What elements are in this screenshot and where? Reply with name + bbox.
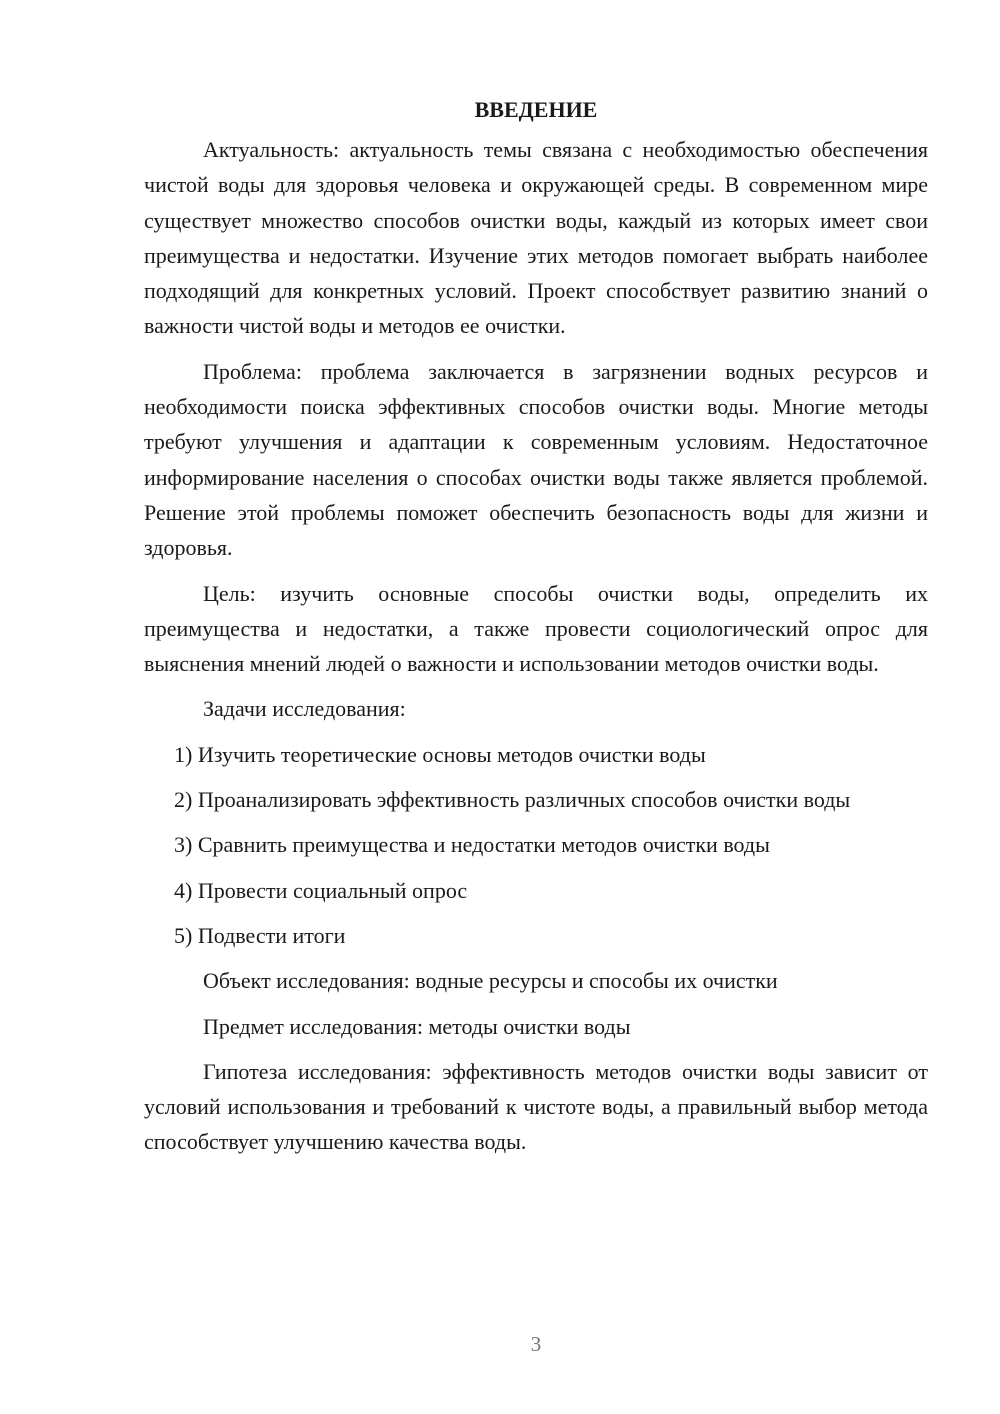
task-item-2: 2) Проанализировать эффективность различных способов очистки воды xyxy=(174,787,851,813)
task-item-3: 3) Сравнить преимущества и недостатки методов очистки воды xyxy=(174,832,770,858)
task-item-4: 4) Провести социальный опрос xyxy=(174,877,468,903)
problem-paragraph: Проблема: проблема заключается в загрязнении водных ресурсов и необходимости поиска эффективных способов очистки воды. Многие методы требуют улучшения и адаптации к современным условиям. Недостаточное информирование населения о способах очистки воды также является проблемой. Решение этой проблемы поможет обеспечить безопасность воды для жизни и здоровья. xyxy=(144,358,928,561)
relevance-paragraph: Актуальность: актуальность темы связана с необходимостью обеспечения чистой воды для здоровья человека и окружающей среды. В современном мире существует множество способов очистки воды, каждый из которых имеет свои преимущества и недостатки. Изучение этих методов помогает выбрать наиболее подходящий для конкретных условий. Проект способствует развитию знаний о важности чистой воды и методов ее очистки. xyxy=(144,137,928,339)
task-item-1: 1) Изучить теоретические основы методов очистки воды xyxy=(174,741,706,767)
research-object: Объект исследования: водные ресурсы и способы их очистки xyxy=(203,968,778,994)
tasks-heading: Задачи исследования: xyxy=(203,696,406,722)
research-subject: Предмет исследования: методы очистки воды xyxy=(203,1013,631,1039)
hypothesis-paragraph: Гипотеза исследования: эффективность методов очистки воды зависит от условий использования и требований к чистоте воды, а правильный выбор метода способствует улучшению качества воды. xyxy=(144,1058,928,1155)
task-item-5: 5) Подвести итоги xyxy=(174,922,346,948)
page-number: 3 xyxy=(530,1332,542,1356)
goal-paragraph: Цель: изучить основные способы очистки воды, определить их преимущества и недостатки, а также провести социологический опрос для выяснения мнений людей о важности и использовании методов очистки воды. xyxy=(144,580,928,677)
page-title: ВВЕДЕНИЕ xyxy=(474,97,598,122)
document-page xyxy=(144,92,928,1160)
